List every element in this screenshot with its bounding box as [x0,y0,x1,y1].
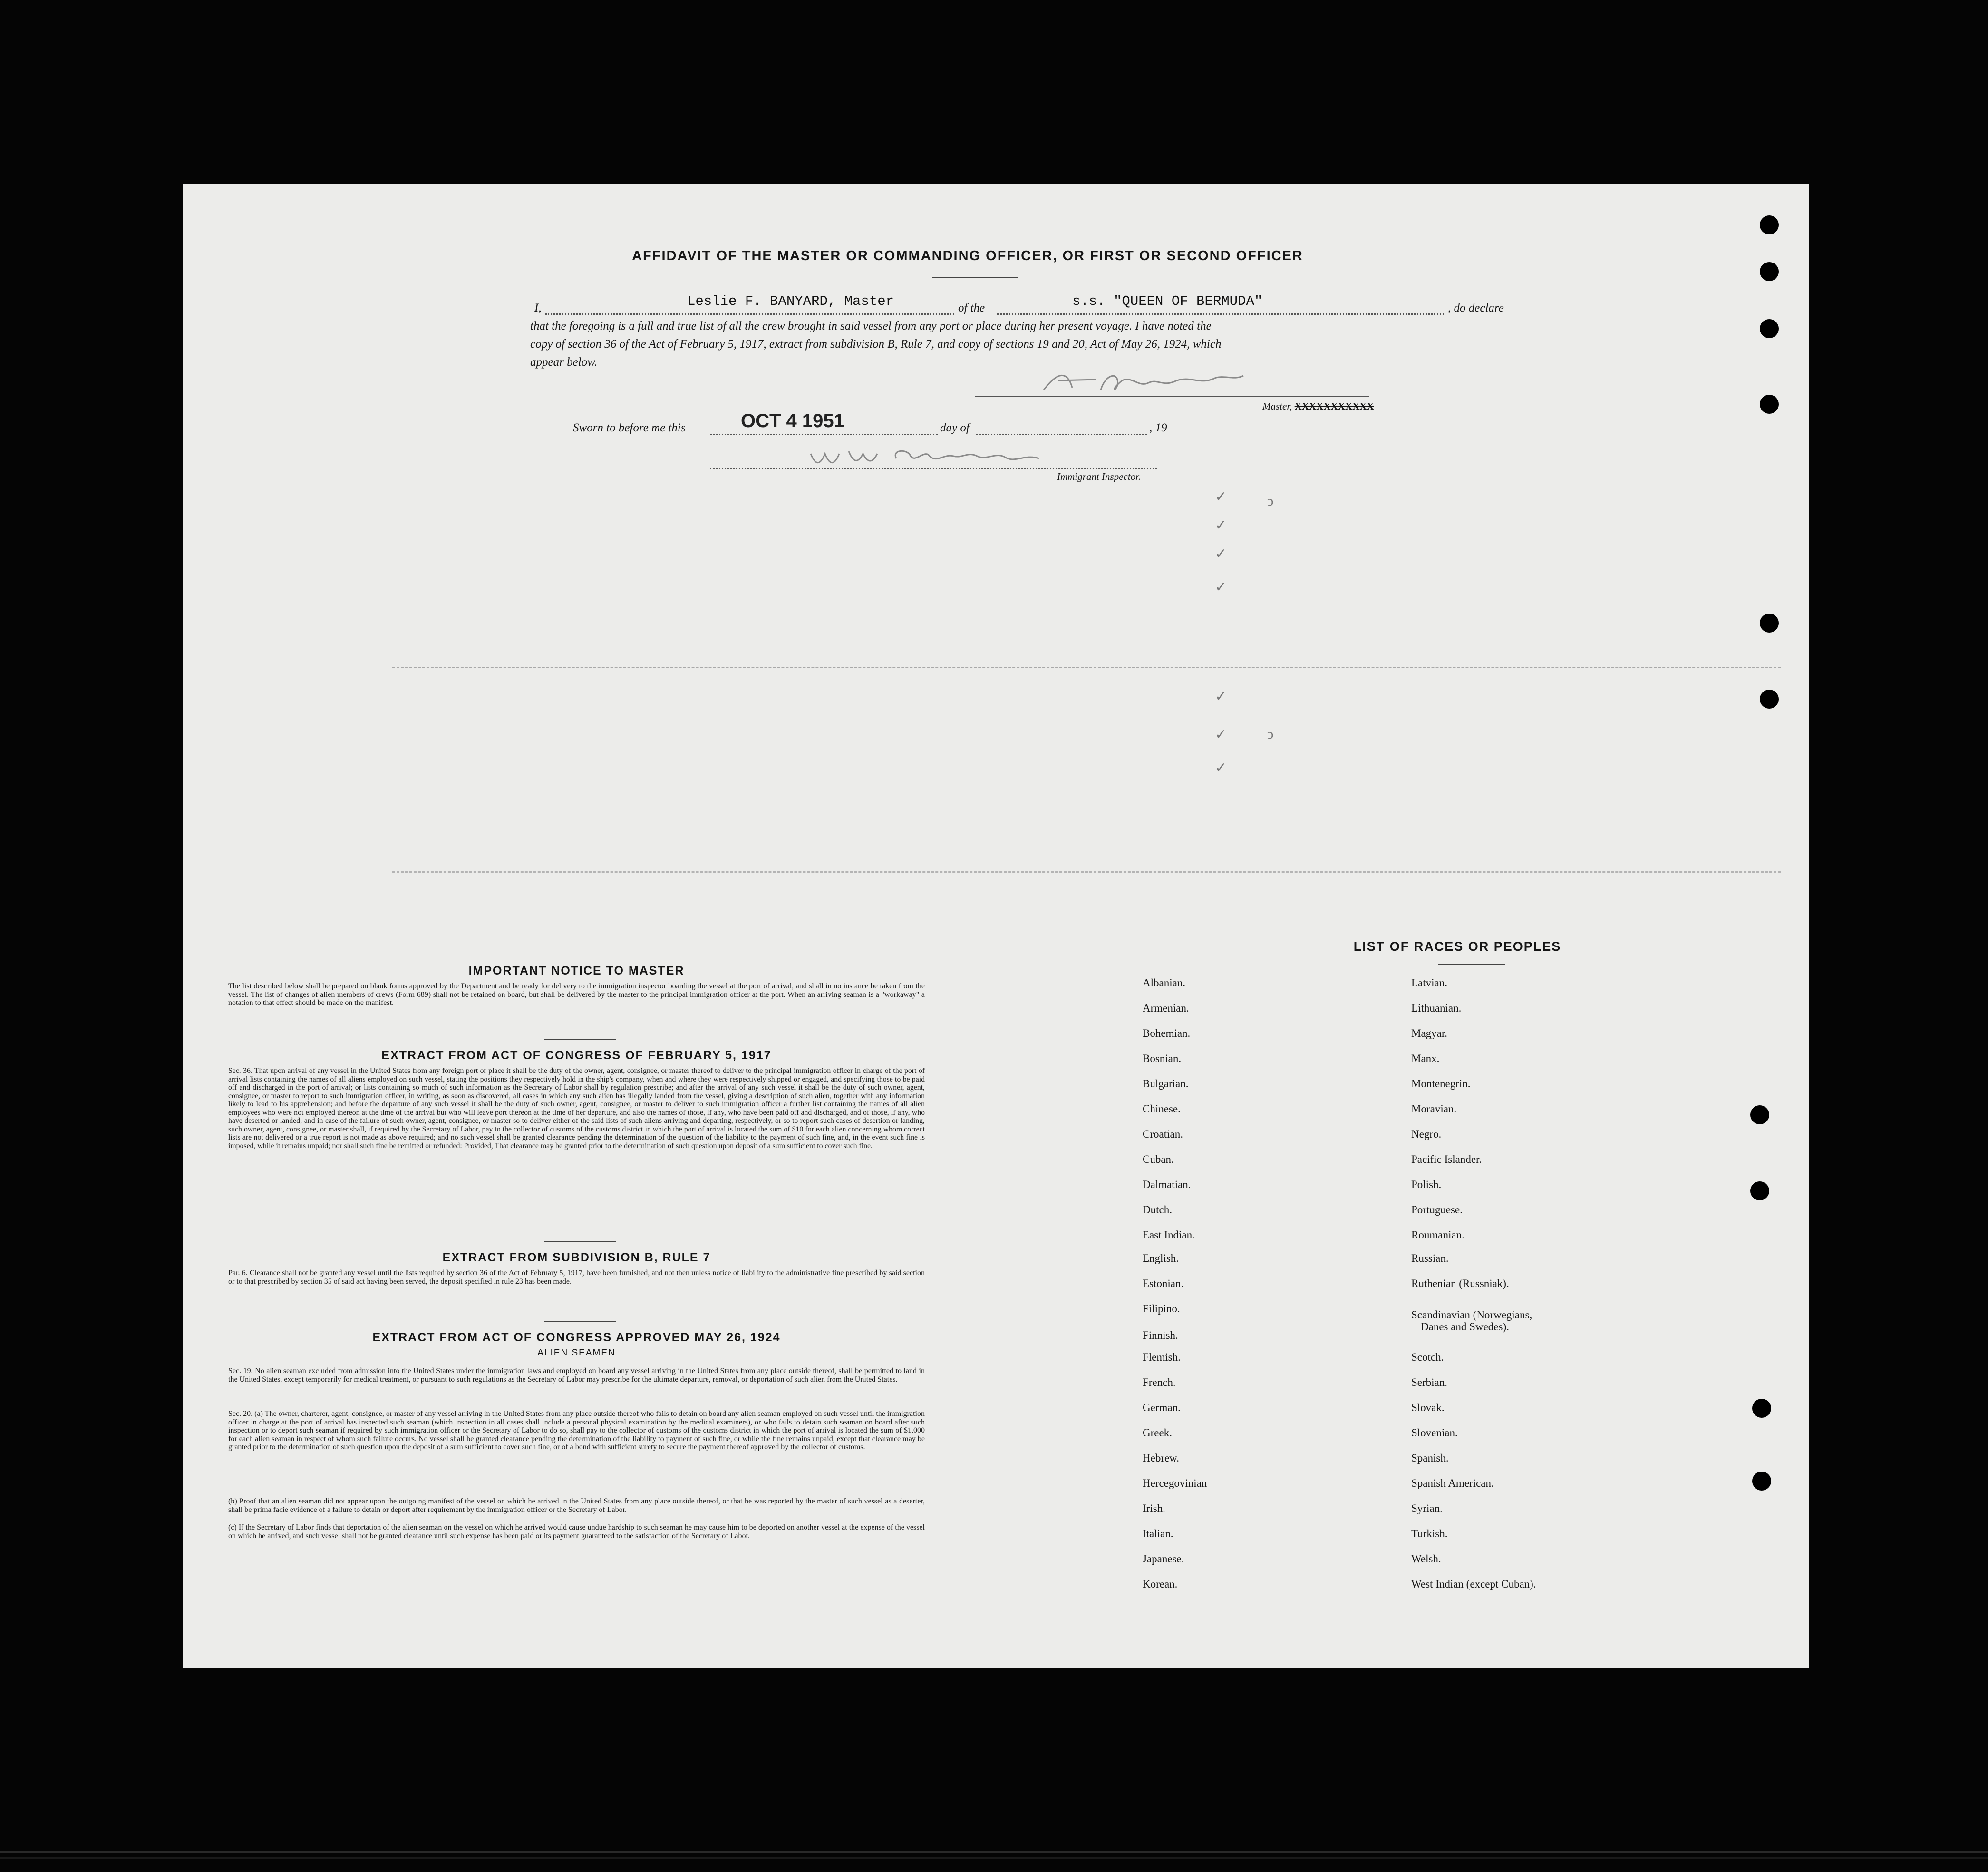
race-item: Chinese. [1143,1103,1181,1115]
master-signature-line [975,396,1369,397]
race-item: East Indian. [1143,1229,1195,1241]
race-item: Estonian. [1143,1277,1184,1289]
bleed-through-rule [392,871,1781,873]
race-item: Turkish. [1411,1528,1448,1540]
punch-hole [1752,1472,1771,1491]
punch-hole [1760,690,1779,709]
day-of-line [976,434,1147,435]
punch-hole [1750,1181,1769,1200]
race-item: Magyar. [1411,1027,1448,1039]
affidavit-line-2: that the foregoing is a full and true list of all the crew brought in said vessel from any port or place during her present voyage. I have noted the [530,320,1212,332]
i-label: I, [534,302,542,314]
rule-7-title: EXTRACT FROM SUBDIVISION B, RULE 7 [442,1251,711,1264]
race-item: Cuban. [1143,1153,1174,1165]
sworn-date-stamp: OCT 4 1951 [741,410,844,431]
bleed-through-mark: ✓ [1215,489,1227,505]
race-item: Japanese. [1143,1553,1184,1565]
race-item: Hebrew. [1143,1452,1180,1464]
vessel-line [997,313,1444,315]
day-of-label: day of [940,421,970,434]
race-item: English. [1143,1252,1179,1264]
race-item: Spanish American. [1411,1477,1494,1489]
race-item: West Indian (except Cuban). [1411,1578,1536,1590]
bleed-through-mark: ✓ [1215,727,1227,742]
race-item: Moravian. [1411,1103,1457,1115]
master-caption [1262,400,1374,412]
punch-hole [1760,215,1779,234]
section-divider [544,1321,616,1322]
master-name: Leslie F. BANYARD, Master [687,293,894,309]
race-item: Spanish. [1411,1452,1449,1464]
notice-text: The list described below shall be prepared on blank forms approved by the Department and be ready for delivery to the immigration inspector boarding the vessel at the port of arrival, and shall in no instance be taken from the vessel. The list of changes of alien members of crews (Form 689) shall not be retained on board, but shall be delivered by the master to the principal immigration officer at the port. When an arriving seaman is a "workaway" a notation to that effect should be made on the manifest. [228,982,925,1007]
race-item: Slovak. [1411,1402,1445,1414]
punch-hole [1750,1105,1769,1124]
extract-1924-subtitle: ALIEN SEAMEN [537,1348,616,1358]
race-item: Korean. [1143,1578,1178,1590]
race-item: Croatian. [1143,1128,1183,1140]
sworn-label: Sworn to before me this [573,421,686,434]
race-item: Lithuanian. [1411,1002,1462,1014]
bleed-through-mark: ✓ [1215,517,1227,533]
race-item: Flemish. [1143,1351,1181,1363]
vessel-name: s.s. "QUEEN OF BERMUDA" [1072,293,1263,309]
title-underline [932,277,1018,278]
punch-hole [1760,319,1779,338]
race-item: Syrian. [1411,1502,1443,1514]
name-line [545,313,954,315]
section-divider [544,1241,616,1242]
of-the-label: of the [958,302,985,314]
sec-20b-text: (b) Proof that an alien seaman did not appear upon the outgoing manifest of the vessel on which he arrived in the United States from any place outside thereof, or that he was reported by the master of such vessel as a deserter, shall be prima facie evidence of a failure to detain or deport after requirement by the immigration officer or the Secretary of Labor. [228,1497,925,1514]
year-label: , 19 [1149,421,1167,434]
bleed-through-mark: ↄ [1267,493,1274,509]
race-item: German. [1143,1402,1181,1414]
sec-19-text: Sec. 19. No alien seaman excluded from admission into the United States under the immigration laws and employed on board any vessel arriving in the United States from any place outside thereof, shall be permitted to land in the United States, except temporarily for medical treatment, or pursuant to such regulations as the Secretary of Labor may prescribe for the ultimate departure, removal, or deportation of such alien from the United States. [228,1367,925,1384]
race-item-continuation: Danes and Swedes). [1421,1321,1509,1333]
punch-hole [1760,395,1779,414]
race-item: Montenegrin. [1411,1078,1471,1090]
race-item: Finnish. [1143,1329,1178,1341]
do-declare: , do declare [1448,302,1504,314]
races-title-underline [1438,964,1505,965]
race-item: Slovenian. [1411,1427,1458,1439]
sec-20a-text: Sec. 20. (a) The owner, charterer, agent, consignee, or master of any vessel arriving in the United States from any place outside thereof who fails to detain on board any alien seaman employed on such vessel until the immigration officer in charge at the port of arrival has inspected such seaman (which inspection in all cases shall include a personal physical examination by the medical examiners), or who fails to detain such seaman on board after such inspection or to deport such seaman if required by such immigration officer or the Secretary of Labor to do so, shall pay to the collector of customs of the customs district in which the port of arrival is located the sum of $1,000 for each alien seaman in respect of whom such failure occurs. No vessel shall be granted clearance pending the determination of the liability to payment of such fine, or while the fine remains unpaid, except that clearance may be granted prior to the determination of such question upon the deposit of a sum sufficient to cover such fine, or of a bond with sufficient surety to secure the payment thereof approved by the collector of customs. [228,1410,925,1451]
race-item: Bosnian. [1143,1053,1182,1064]
race-item: Negro. [1411,1128,1442,1140]
race-item: Scandinavian (Norwegians, [1411,1309,1532,1321]
race-item: Scotch. [1411,1351,1444,1363]
section-divider [544,1039,616,1040]
affidavit-line-3: copy of section 36 of the Act of February 5, 1917, extract from subdivision B, Rule 7, and copy of sections 19 and 20, Act of May 26, 1924, which [530,338,1222,351]
master-caption-label: Master, [1262,400,1292,412]
race-item: Ruthenian (Russniak). [1411,1277,1509,1289]
race-item: Roumanian. [1411,1229,1464,1241]
race-item: French. [1143,1376,1176,1388]
race-item: Latvian. [1411,977,1447,989]
bleed-through-rule [392,667,1781,668]
race-item: Bulgarian. [1143,1078,1189,1090]
sec-20c-text: (c) If the Secretary of Labor finds that deportation of the alien seaman on the vessel on which he arrived would cause undue hardship to such seaman he may cause him to be deported on another vessel at the expense of the vessel on which he arrived, and such vessel shall not be granted clearance until such expense has been paid or its payment guaranteed to the satisfaction of the Secretary of Labor. [228,1523,925,1540]
race-item: Polish. [1411,1179,1442,1190]
race-item: Greek. [1143,1427,1172,1439]
inspector-line [710,468,1157,469]
manifest-sheet [183,184,1809,1668]
race-item: Italian. [1143,1528,1173,1540]
master-struck-text: XXXXXXXXXXX [1294,400,1374,412]
race-item: Armenian. [1143,1002,1189,1014]
race-item: Manx. [1411,1053,1440,1064]
race-item: Welsh. [1411,1553,1441,1565]
master-signature [1039,366,1253,400]
extract-1917-title: EXTRACT FROM ACT OF CONGRESS OF FEBRUARY 5, 1917 [381,1049,772,1062]
race-item: Pacific Islander. [1411,1153,1482,1165]
punch-hole [1752,1399,1771,1418]
inspector-caption: Immigrant Inspector. [1057,471,1141,482]
race-item: Bohemian. [1143,1027,1191,1039]
race-item: Russian. [1411,1252,1449,1264]
race-item: Serbian. [1411,1376,1448,1388]
race-item: Filipino. [1143,1303,1180,1315]
race-item: Hercegovinian [1143,1477,1207,1489]
race-item: Irish. [1143,1502,1165,1514]
notice-title: IMPORTANT NOTICE TO MASTER [468,964,685,977]
bleed-through-mark: ✓ [1215,689,1227,704]
rule-7-text: Par. 6. Clearance shall not be granted any vessel until the lists required by section 36 of the Act of February 5, 1917, have been furnished, and not then unless notice of liability to the administrative fine prescribed by said section or to that prescribed by section 35 of said act having been served, the deposit specified in rule 23 has been made. [228,1269,925,1286]
races-title: LIST OF RACES OR PEOPLES [1353,939,1561,954]
bleed-through-mark: ✓ [1215,579,1227,595]
bleed-through-mark: ✓ [1215,760,1227,776]
race-item: Portuguese. [1411,1204,1463,1216]
race-item: Dalmatian. [1143,1179,1191,1190]
punch-hole [1760,262,1779,281]
sworn-date-line [710,434,938,435]
race-item: Albanian. [1143,977,1186,989]
affidavit-line-4: appear below. [530,356,598,369]
extract-1917-text: Sec. 36. That upon arrival of any vessel in the United States from any foreign port or place it shall be the duty of the owner, agent, consignee, or master thereof to deliver to the principal immigration officer in charge of the port of arrival lists containing the names of all aliens employed on such vessel, stating the positions they respectively hold in the ship's company, when and where they were respectively shipped or engaged, and specifying those to be paid off and discharged in the port of arrival; or lists containing so much of such information as the Secretary of Labor shall by regulation prescribe; and after the arrival of any such vessel it shall be the duty of such owner, agent, consignee, or master to report to such immigration officer, in writing, as soon as discovered, all cases in which any such alien has illegally landed from the vessel, giving a description of such alien, together with any information likely to lead to his apprehension; and before the departure of any such vessel it shall be the duty of such owner, agent, consignee, or master to deliver to such immigration officer a further list containing the names of all alien employees who were not employed thereon at the time of the arrival but who will leave port thereon at the time of her departure, and also the names of those, if any, who have been paid off and discharged, and of those, if any, who have deserted or landed; and in case of the failure of such owner, agent, consignee, or master so to deliver either of the said lists of such aliens arriving and departing, respectively, or so to report such cases of desertion or landing, such owner, agent, consignee, or master shall, if required by the Secretary of Labor, pay to the collector of customs of the customs district in which the port of arrival is located the sum of $10 for each alien concerning whom correct lists are not delivered or a true report is not made as above required; and no such vessel shall be granted clearance pending the determination of the question of the liability to the payment of such fine, and, in the event such fine is imposed, while it remains unpaid; nor shall such fine be remitted or refunded: Provided, That clearance may be granted prior to the determination of such question upon deposit of a sum sufficient to cover such fine. [228,1067,925,1150]
affidavit-title: AFFIDAVIT OF THE MASTER OR COMMANDING OFFICER, OR FIRST OR SECOND OFFICER [632,248,1303,263]
punch-hole [1760,614,1779,633]
extract-1924-title: EXTRACT FROM ACT OF CONGRESS APPROVED MAY 26, 1924 [372,1331,781,1344]
bleed-through-mark: ✓ [1215,546,1227,562]
bleed-through-mark: ↄ [1267,726,1274,742]
race-item: Dutch. [1143,1204,1172,1216]
